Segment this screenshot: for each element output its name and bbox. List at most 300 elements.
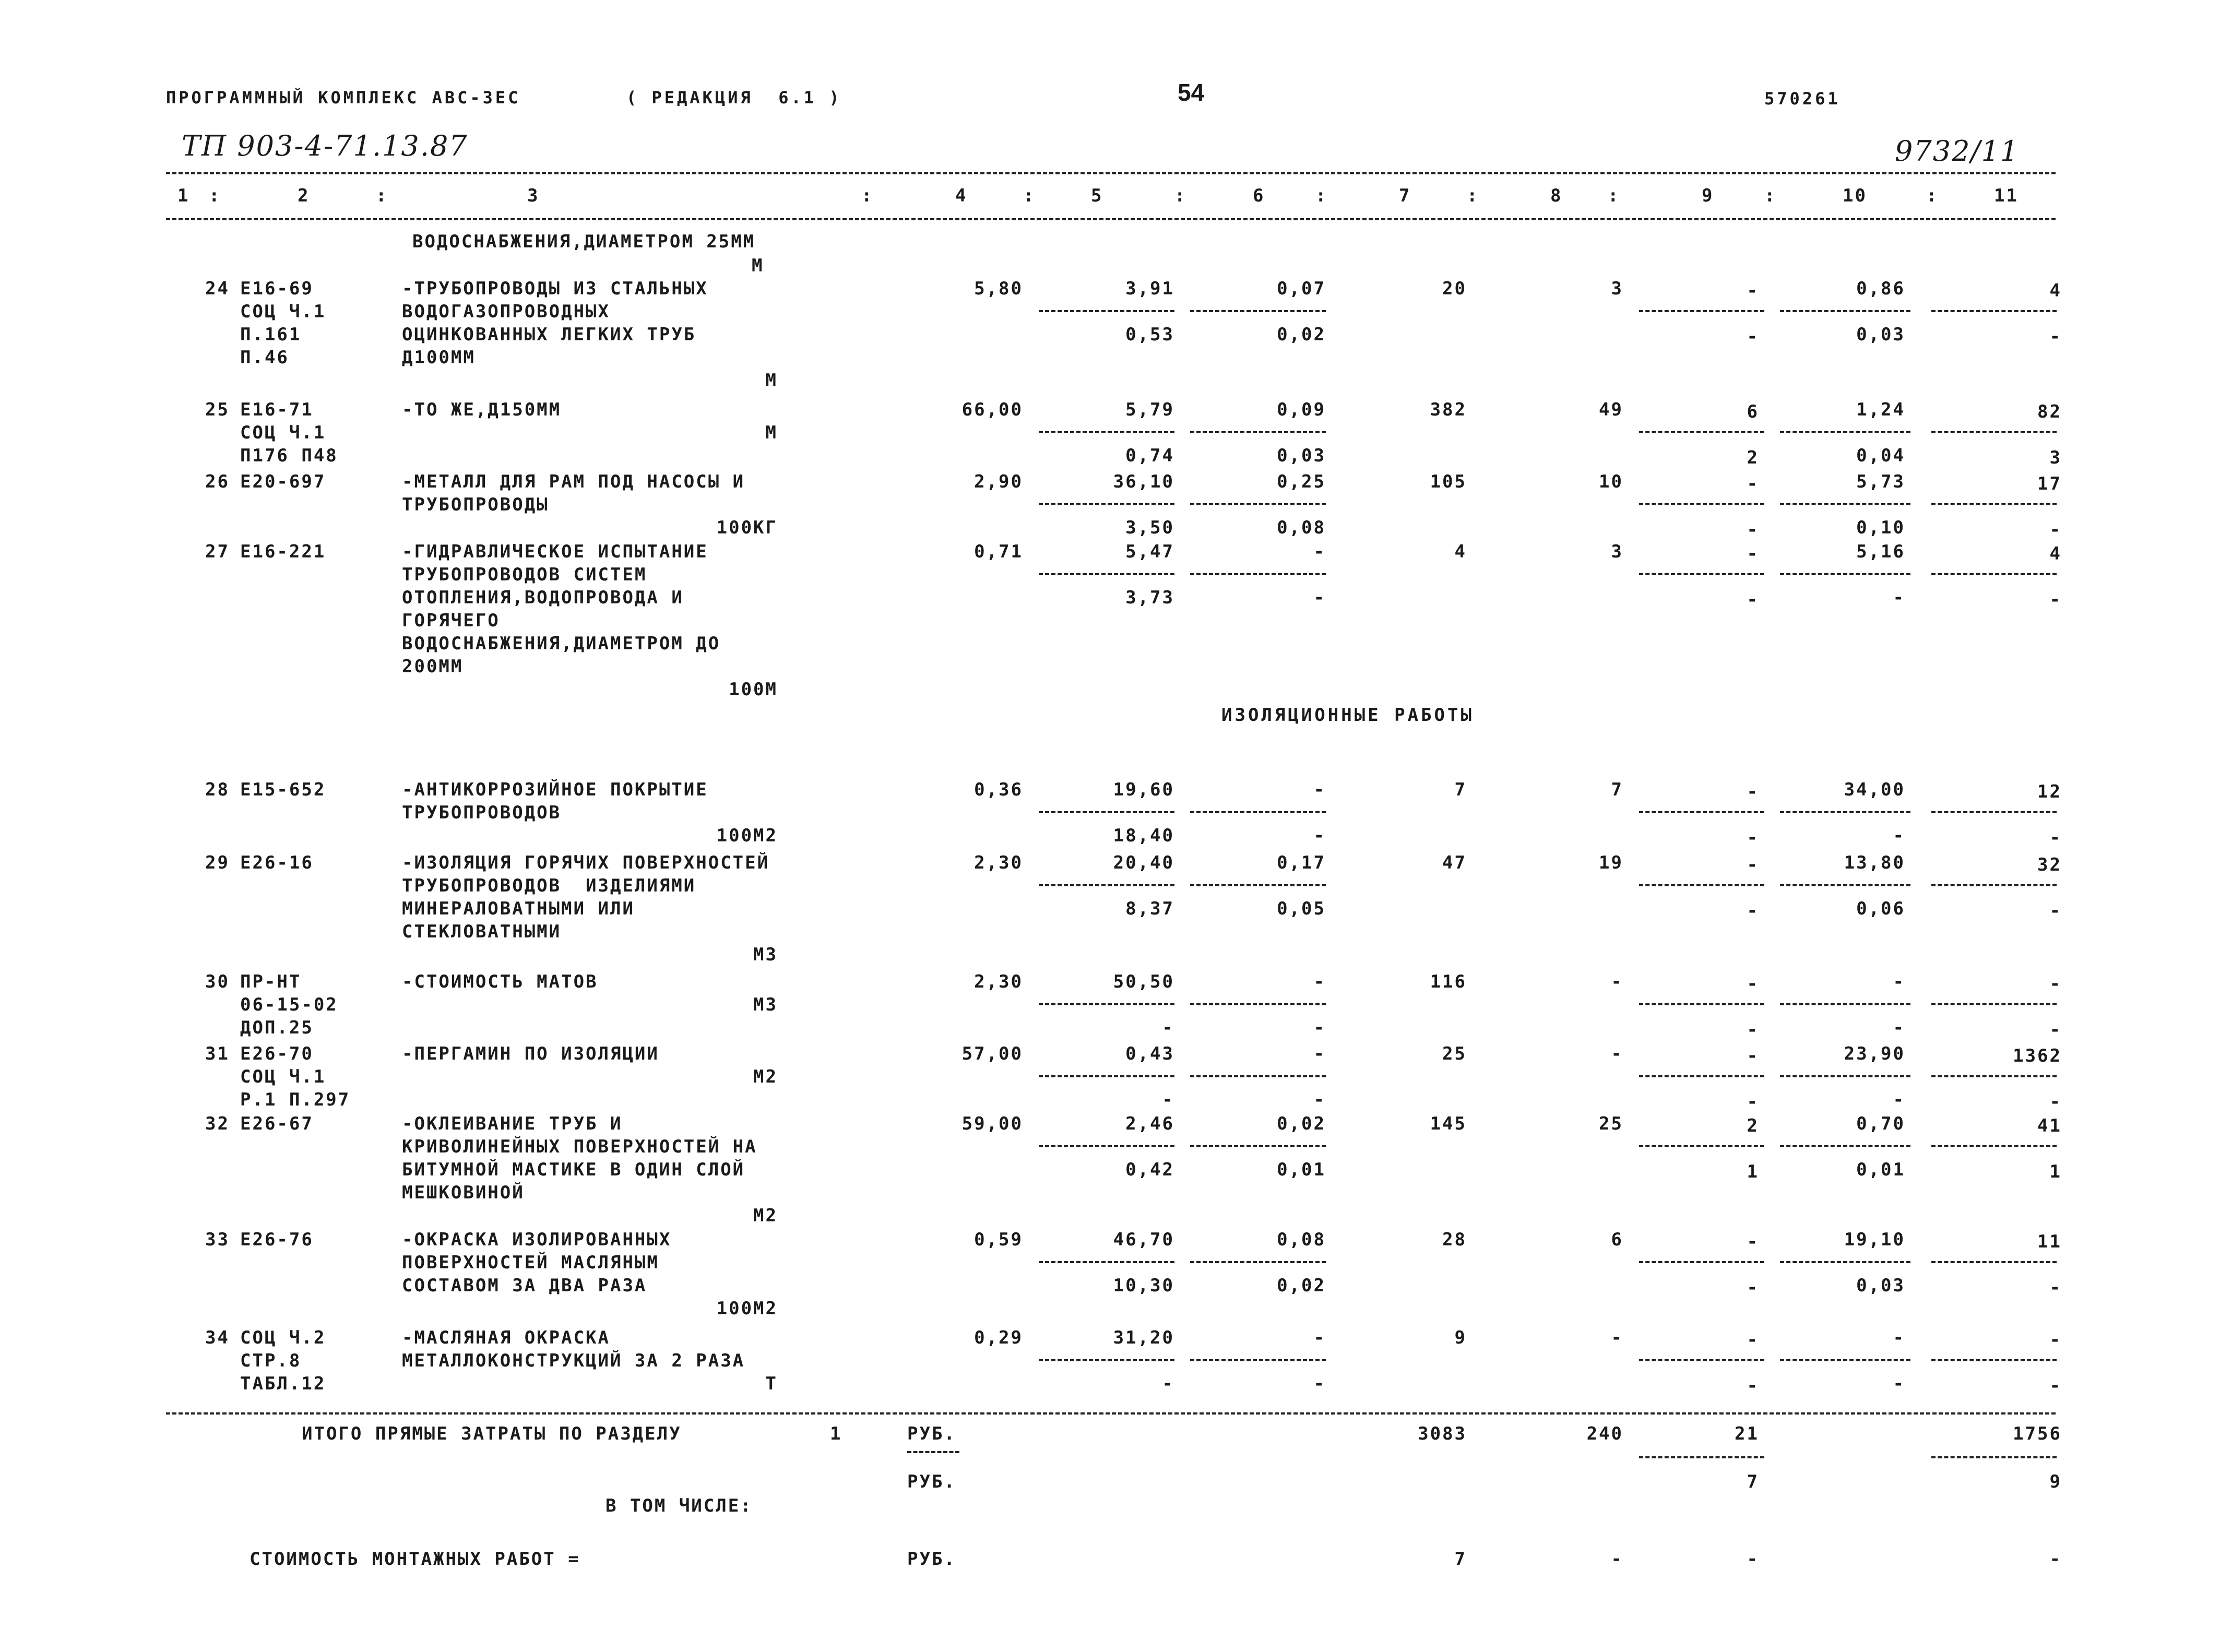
norm-code: Е16-69 [240,278,314,299]
labour-unit-machine: - [1893,587,1905,608]
mount-cost-col7: 7 [1454,1549,1467,1570]
total-wages: 10 [1599,471,1623,492]
row-number: 32 [205,1113,230,1134]
labour-total-machine: - [2049,827,2062,848]
row-number: 30 [205,971,230,992]
unit-of-measure: М2 [753,1066,778,1087]
totals-rule [166,1412,2056,1415]
column-number: 1 [177,185,190,206]
cell-divider [1039,310,1174,312]
sheet-reference: 9732/11 [1895,135,2020,168]
cell-divider [1639,1145,1764,1147]
cell-divider [1039,1075,1174,1077]
unit-cost-wages: - [1162,1373,1174,1394]
work-description: ВОДОСНАБЖЕНИЯ,ДИАМЕТРОМ ДО [402,633,721,654]
page-number: 54 [1178,79,1205,106]
document-code: 570261 [1764,89,1841,109]
labour-unit-machine: 0,06 [1856,898,1905,919]
norm-code: ДОП.25 [240,1017,314,1038]
labour-unit-machine: 0,03 [1856,324,1905,345]
cell-divider [1190,1359,1326,1361]
work-description: ТРУБОПРОВОДОВ [402,802,562,823]
work-description: -ОКЛЕИВАНИЕ ТРУБ И [402,1113,623,1134]
work-description: КРИВОЛИНЕЙНЫХ ПОВЕРХНОСТЕЙ НА [402,1136,757,1157]
work-description: МЕШКОВИНОЙ [402,1182,525,1203]
unit-machine-cost: 0,02 [1277,1113,1326,1134]
row-number: 29 [205,852,230,873]
machine-wages: - [1747,1277,1759,1298]
work-description: -ИЗОЛЯЦИЯ ГОРЯЧИХ ПОВЕРХНОСТЕЙ [402,852,770,873]
norm-code: ТАБЛ.12 [240,1373,326,1394]
labour-total-machine: - [2049,326,2062,347]
mount-cost-label: СТОИМОСТЬ МОНТАЖНЫХ РАБОТ = [250,1549,580,1570]
norm-code: 06-15-02 [240,994,338,1015]
section-title: ИЗОЛЯЦИОННЫЕ РАБОТЫ [1221,705,1474,726]
cell-divider [1931,1261,2057,1263]
column-separator: : [209,185,221,206]
norm-code: П.46 [240,347,289,368]
labour-unit: 13,80 [1844,852,1905,873]
unit-cost-wages: 0,53 [1125,324,1174,345]
unit-machine-cost: - [1313,1043,1326,1064]
unit-cost-total: 46,70 [1113,1229,1174,1250]
cell-divider [1639,310,1764,312]
quantity-cell: 57,00 [961,1043,1023,1064]
unit-cost-total: 0,43 [1125,1043,1174,1064]
labour-unit-machine: - [1893,1017,1905,1038]
unit-machine-wages: - [1313,1017,1326,1038]
work-description: ТРУБОПРОВОДЫ [402,494,549,515]
cell-divider [1639,503,1764,505]
totals-col11-divider [1931,1456,2057,1458]
mount-cost-col9: - [1747,1549,1759,1570]
labour-unit-machine: 0,01 [1856,1159,1905,1180]
unit-machine-wages: 0,01 [1277,1159,1326,1180]
unit-of-measure: 100М2 [716,825,778,846]
cell-divider [1039,573,1174,575]
quantity-cell: 2,30 [974,971,1023,992]
unit-cost-wages: 0,74 [1125,445,1174,466]
cell-divider [1931,573,2057,575]
machine-wages: - [1747,589,1759,610]
column-separator: : [1467,185,1479,206]
cell-divider [1931,310,2057,312]
cell-divider [1639,573,1764,575]
work-description: Д100ММ [402,347,476,368]
labour-unit-machine: - [1893,825,1905,846]
cell-divider [1190,503,1326,505]
cell-divider [1639,884,1764,886]
column-separator: : [376,185,388,206]
cell-divider [1190,431,1326,433]
cell-divider [1190,884,1326,886]
total-cost: 116 [1430,971,1467,992]
work-description: ОЦИНКОВАННЫХ ЛЕГКИХ ТРУБ [402,324,696,345]
labour-unit-machine: 0,03 [1856,1275,1905,1296]
work-description: -ПЕРГАМИН ПО ИЗОЛЯЦИИ [402,1043,659,1064]
labour-total: 4 [2049,280,2062,301]
cell-divider [1639,1359,1764,1361]
row-number: 27 [205,541,230,562]
unit-machine-cost: 0,17 [1277,852,1326,873]
norm-code: Е26-70 [240,1043,314,1064]
total-cost: 4 [1454,541,1467,562]
totals-col11-b: 9 [2049,1471,2062,1492]
unit-machine-cost: 0,09 [1277,399,1326,420]
edition-label: ( РЕДАКЦИЯ 6.1 ) [626,88,842,108]
labour-unit: 0,86 [1856,278,1905,299]
unit-cost-wages: - [1162,1017,1174,1038]
mount-cost-col11: - [2049,1549,2062,1570]
quantity-cell: 2,90 [974,471,1023,492]
cell-divider [1780,1145,1910,1147]
norm-code: СТР.8 [240,1350,302,1371]
unit-cost-total: 36,10 [1113,471,1174,492]
total-wages: 19 [1599,852,1623,873]
labour-total: 17 [2037,473,2062,494]
machine-wages: - [1747,1375,1759,1396]
column-separator: : [1764,185,1777,206]
total-cost: 20 [1442,278,1467,299]
totals-col7: 3083 [1418,1423,1467,1444]
including-label: В ТОМ ЧИСЛЕ: [606,1495,753,1516]
unit-machine-wages: 0,08 [1277,517,1326,538]
total-wages: - [1611,1043,1623,1064]
machine-cost: 6 [1747,401,1759,422]
total-wages: - [1611,971,1623,992]
total-cost: 28 [1442,1229,1467,1250]
work-description: -ТО ЖЕ,Д150ММ [402,399,562,420]
cell-divider [1780,431,1910,433]
unit-machine-wages: 0,05 [1277,898,1326,919]
work-description: -ТРУБОПРОВОДЫ ИЗ СТАЛЬНЫХ [402,278,708,299]
quantity-cell: 0,59 [974,1229,1023,1250]
column-number: 10 [1843,185,1867,206]
norm-code: Е16-71 [240,399,314,420]
work-description: -АНТИКОРРОЗИЙНОЕ ПОКРЫТИЕ [402,779,708,800]
row-number: 26 [205,471,230,492]
machine-cost: - [1747,973,1759,994]
unit-cost-total: 5,47 [1125,541,1174,562]
labour-unit: - [1893,971,1905,992]
work-description: -МЕТАЛЛ ДЛЯ РАМ ПОД НАСОСЫ И [402,471,745,492]
unit-cost-total: 31,20 [1113,1327,1174,1348]
quantity-cell: 5,80 [974,278,1023,299]
unit-cost-wages: 3,50 [1125,517,1174,538]
unit-cost-total: 3,91 [1125,278,1174,299]
project-reference: ТП 903-4-71.13.87 [182,129,468,162]
unit-machine-wages: - [1313,587,1326,608]
norm-code: П176 П48 [240,445,338,466]
total-wages: 7 [1611,779,1623,800]
unit-machine-wages: 0,02 [1277,1275,1326,1296]
totals-section: 1 [830,1423,842,1444]
work-description: ТРУБОПРОВОДОВ СИСТЕМ [402,564,647,585]
column-separator: : [1608,185,1620,206]
totals-col8: 240 [1586,1423,1623,1444]
norm-code: Е26-76 [240,1229,314,1250]
machine-cost: - [1747,854,1759,875]
quantity-cell: 0,71 [974,541,1023,562]
cell-divider [1039,1003,1174,1005]
unit-machine-cost: - [1313,1327,1326,1348]
labour-unit-machine: - [1893,1089,1905,1110]
unit-machine-cost: - [1313,779,1326,800]
total-cost: 382 [1430,399,1467,420]
labour-total-machine: - [2049,519,2062,540]
unit-machine-wages: - [1313,1373,1326,1394]
cell-divider [1780,811,1910,813]
continuation-unit: М [752,255,764,276]
row-number: 31 [205,1043,230,1064]
machine-cost: - [1747,543,1759,564]
unit-of-measure: М [765,422,778,443]
unit-machine-cost: - [1313,971,1326,992]
column-number: 8 [1550,185,1563,206]
unit-machine-wages: - [1313,825,1326,846]
cell-divider [1190,310,1326,312]
unit-machine-cost: 0,07 [1277,278,1326,299]
cell-divider [1039,811,1174,813]
column-separator: : [1315,185,1328,206]
column-number: 7 [1399,185,1411,206]
labour-unit: 1,24 [1856,399,1905,420]
work-description: СОСТАВОМ ЗА ДВА РАЗА [402,1275,647,1296]
quantity-cell: 59,00 [961,1113,1023,1134]
total-wages: 25 [1599,1113,1623,1134]
cell-divider [1039,1261,1174,1263]
labour-total-machine: - [2049,1019,2062,1040]
work-description: ПОВЕРХНОСТЕЙ МАСЛЯНЫМ [402,1252,659,1273]
machine-cost: - [1747,1329,1759,1350]
totals-col9-divider [1639,1456,1764,1458]
total-cost: 25 [1442,1043,1467,1064]
machine-cost: - [1747,1231,1759,1252]
column-number: 3 [527,185,540,206]
column-number: 5 [1091,185,1103,206]
unit-machine-wages: - [1313,1089,1326,1110]
norm-code: Е26-16 [240,852,314,873]
unit-of-measure: М3 [753,944,778,965]
total-wages: 6 [1611,1229,1623,1250]
unit-cost-total: 19,60 [1113,779,1174,800]
machine-cost: - [1747,473,1759,494]
program-title: ПРОГРАММНЫЙ КОМПЛЕКС АВС-ЗЕС [166,88,521,108]
norm-code: СОЦ Ч.1 [240,1066,326,1087]
cell-divider [1931,503,2057,505]
row-number: 28 [205,779,230,800]
unit-of-measure: 100М [729,679,778,700]
continuation-text: ВОДОСНАБЖЕНИЯ,ДИАМЕТРОМ 25ММ [412,231,756,252]
total-cost: 47 [1442,852,1467,873]
unit-cost-wages: 8,37 [1125,898,1174,919]
row-number: 24 [205,278,230,299]
work-description: ТРУБОПРОВОДОВ ИЗДЕЛИЯМИ [402,875,696,896]
machine-cost: - [1747,1045,1759,1066]
cell-divider [1039,884,1174,886]
total-cost: 7 [1454,779,1467,800]
mount-cost-col8: - [1611,1549,1623,1570]
labour-total-machine: 1 [2049,1161,2062,1182]
cell-divider [1039,431,1174,433]
total-cost: 145 [1430,1113,1467,1134]
total-wages: 49 [1599,399,1623,420]
row-number: 34 [205,1327,230,1348]
cell-divider [1190,1145,1326,1147]
cell-divider [1931,884,2057,886]
machine-wages: - [1747,1019,1759,1040]
work-description: МИНЕРАЛОВАТНЫМИ ИЛИ [402,898,635,919]
norm-code: СОЦ Ч.2 [240,1327,326,1348]
unit-cost-wages: - [1162,1089,1174,1110]
labour-total: 4 [2049,543,2062,564]
column-separator: : [1023,185,1036,206]
cell-divider [1931,811,2057,813]
cell-divider [1780,310,1910,312]
machine-wages: 2 [1747,447,1759,468]
work-description: МЕТАЛЛОКОНСТРУКЦИЙ ЗА 2 РАЗА [402,1350,745,1371]
cell-divider [1190,1003,1326,1005]
cell-divider [1780,884,1910,886]
totals-label: ИТОГО ПРЯМЫЕ ЗАТРАТЫ ПО РАЗДЕЛУ [302,1423,682,1444]
labour-total-machine: - [2049,1277,2062,1298]
totals-unit-1: РУБ. [907,1423,956,1444]
labour-total-machine: - [2049,1375,2062,1396]
column-separator: : [1174,185,1187,206]
cell-divider [1639,1261,1764,1263]
total-wages: 3 [1611,541,1623,562]
cell-divider [1780,1359,1910,1361]
machine-cost: - [1747,280,1759,301]
unit-machine-cost: 0,25 [1277,471,1326,492]
labour-total-machine: - [2049,900,2062,921]
norm-code: Е16-221 [240,541,326,562]
norm-code: Е15-652 [240,779,326,800]
work-description: БИТУМНОЙ МАСТИКЕ В ОДИН СЛОЙ [402,1159,745,1180]
total-cost: 105 [1430,471,1467,492]
unit-machine-cost: 0,08 [1277,1229,1326,1250]
total-wages: 3 [1611,278,1623,299]
machine-wages: - [1747,1091,1759,1112]
unit-of-measure: М3 [753,994,778,1015]
machine-wages: - [1747,827,1759,848]
quantity-cell: 0,29 [974,1327,1023,1348]
row-number: 33 [205,1229,230,1250]
labour-total: 11 [2037,1231,2062,1252]
labour-unit-machine: 0,04 [1856,445,1905,466]
cell-divider [1190,573,1326,575]
column-number: 4 [955,185,968,206]
cell-divider [1931,431,2057,433]
unit-cost-total: 20,40 [1113,852,1174,873]
cell-divider [1639,1003,1764,1005]
header-rule-top [166,172,2056,174]
unit-of-measure: Т [765,1373,778,1394]
cell-divider [1780,1003,1910,1005]
work-description: ГОРЯЧЕГО [402,610,500,631]
quantity-cell: 2,30 [974,852,1023,873]
cell-divider [1931,1075,2057,1077]
column-number: 6 [1253,185,1265,206]
machine-cost: 2 [1747,1115,1759,1136]
norm-code: Е20-697 [240,471,326,492]
work-description: СТЕКЛОВАТНЫМИ [402,921,562,942]
labour-total: - [2049,1329,2062,1350]
quantity-cell: 0,36 [974,779,1023,800]
labour-total-machine: 3 [2049,447,2062,468]
unit-cost-wages: 3,73 [1125,587,1174,608]
column-separator: : [861,185,874,206]
labour-unit: 5,73 [1856,471,1905,492]
cell-divider [1190,1075,1326,1077]
work-description: 200ММ [402,656,464,677]
cell-divider [1780,1261,1910,1263]
cell-divider [1931,1359,2057,1361]
labour-total: 41 [2037,1115,2062,1136]
header-rule-bottom [166,218,2056,220]
labour-unit: 5,16 [1856,541,1905,562]
cell-divider [1931,1145,2057,1147]
norm-code: СОЦ Ч.1 [240,422,326,443]
labour-total-machine: - [2049,589,2062,610]
cell-divider [1039,1359,1174,1361]
norm-code: Р.1 П.297 [240,1089,351,1110]
unit-machine-wages: 0,02 [1277,324,1326,345]
labour-total: 12 [2037,781,2062,802]
cell-divider [1190,811,1326,813]
total-wages: - [1611,1327,1623,1348]
unit-of-measure: М2 [753,1205,778,1226]
work-description: -ГИДРАВЛИЧЕСКОЕ ИСПЫТАНИЕ [402,541,708,562]
unit-cost-total: 5,79 [1125,399,1174,420]
labour-total: - [2049,973,2062,994]
totals-col9-a: 21 [1735,1423,1759,1444]
unit-cost-total: 2,46 [1125,1113,1174,1134]
work-description: ВОДОГАЗОПРОВОДНЫХ [402,301,610,322]
column-number: 2 [298,185,310,206]
unit-cost-wages: 0,42 [1125,1159,1174,1180]
norm-code: ПР-НТ [240,971,302,992]
cell-divider [1039,1145,1174,1147]
column-number: 9 [1702,185,1714,206]
labour-total: 32 [2037,854,2062,875]
work-description: -МАСЛЯНАЯ ОКРАСКА [402,1327,610,1348]
quantity-cell: 66,00 [961,399,1023,420]
unit-machine-wages: 0,03 [1277,445,1326,466]
totals-col9-b: 7 [1747,1471,1759,1492]
cell-divider [1190,1261,1326,1263]
column-number: 11 [1994,185,2019,206]
work-description: -СТОИМОСТЬ МАТОВ [402,971,598,992]
labour-unit: 0,70 [1856,1113,1905,1134]
machine-wages: 1 [1747,1161,1759,1182]
mount-cost-unit: РУБ. [907,1549,956,1570]
unit-cost-wages: 18,40 [1113,825,1174,846]
cell-divider [1039,503,1174,505]
machine-wages: - [1747,326,1759,347]
totals-col11-a: 1756 [2013,1423,2062,1444]
machine-wages: - [1747,900,1759,921]
cell-divider [1780,573,1910,575]
cell-divider [1780,503,1910,505]
labour-total-machine: - [2049,1091,2062,1112]
totals-unit-2: РУБ. [907,1471,956,1492]
cell-divider [1639,811,1764,813]
unit-of-measure: 100КГ [716,517,778,538]
work-description: -ОКРАСКА ИЗОЛИРОВАННЫХ [402,1229,672,1250]
norm-code: СОЦ Ч.1 [240,301,326,322]
labour-unit: 19,10 [1844,1229,1905,1250]
